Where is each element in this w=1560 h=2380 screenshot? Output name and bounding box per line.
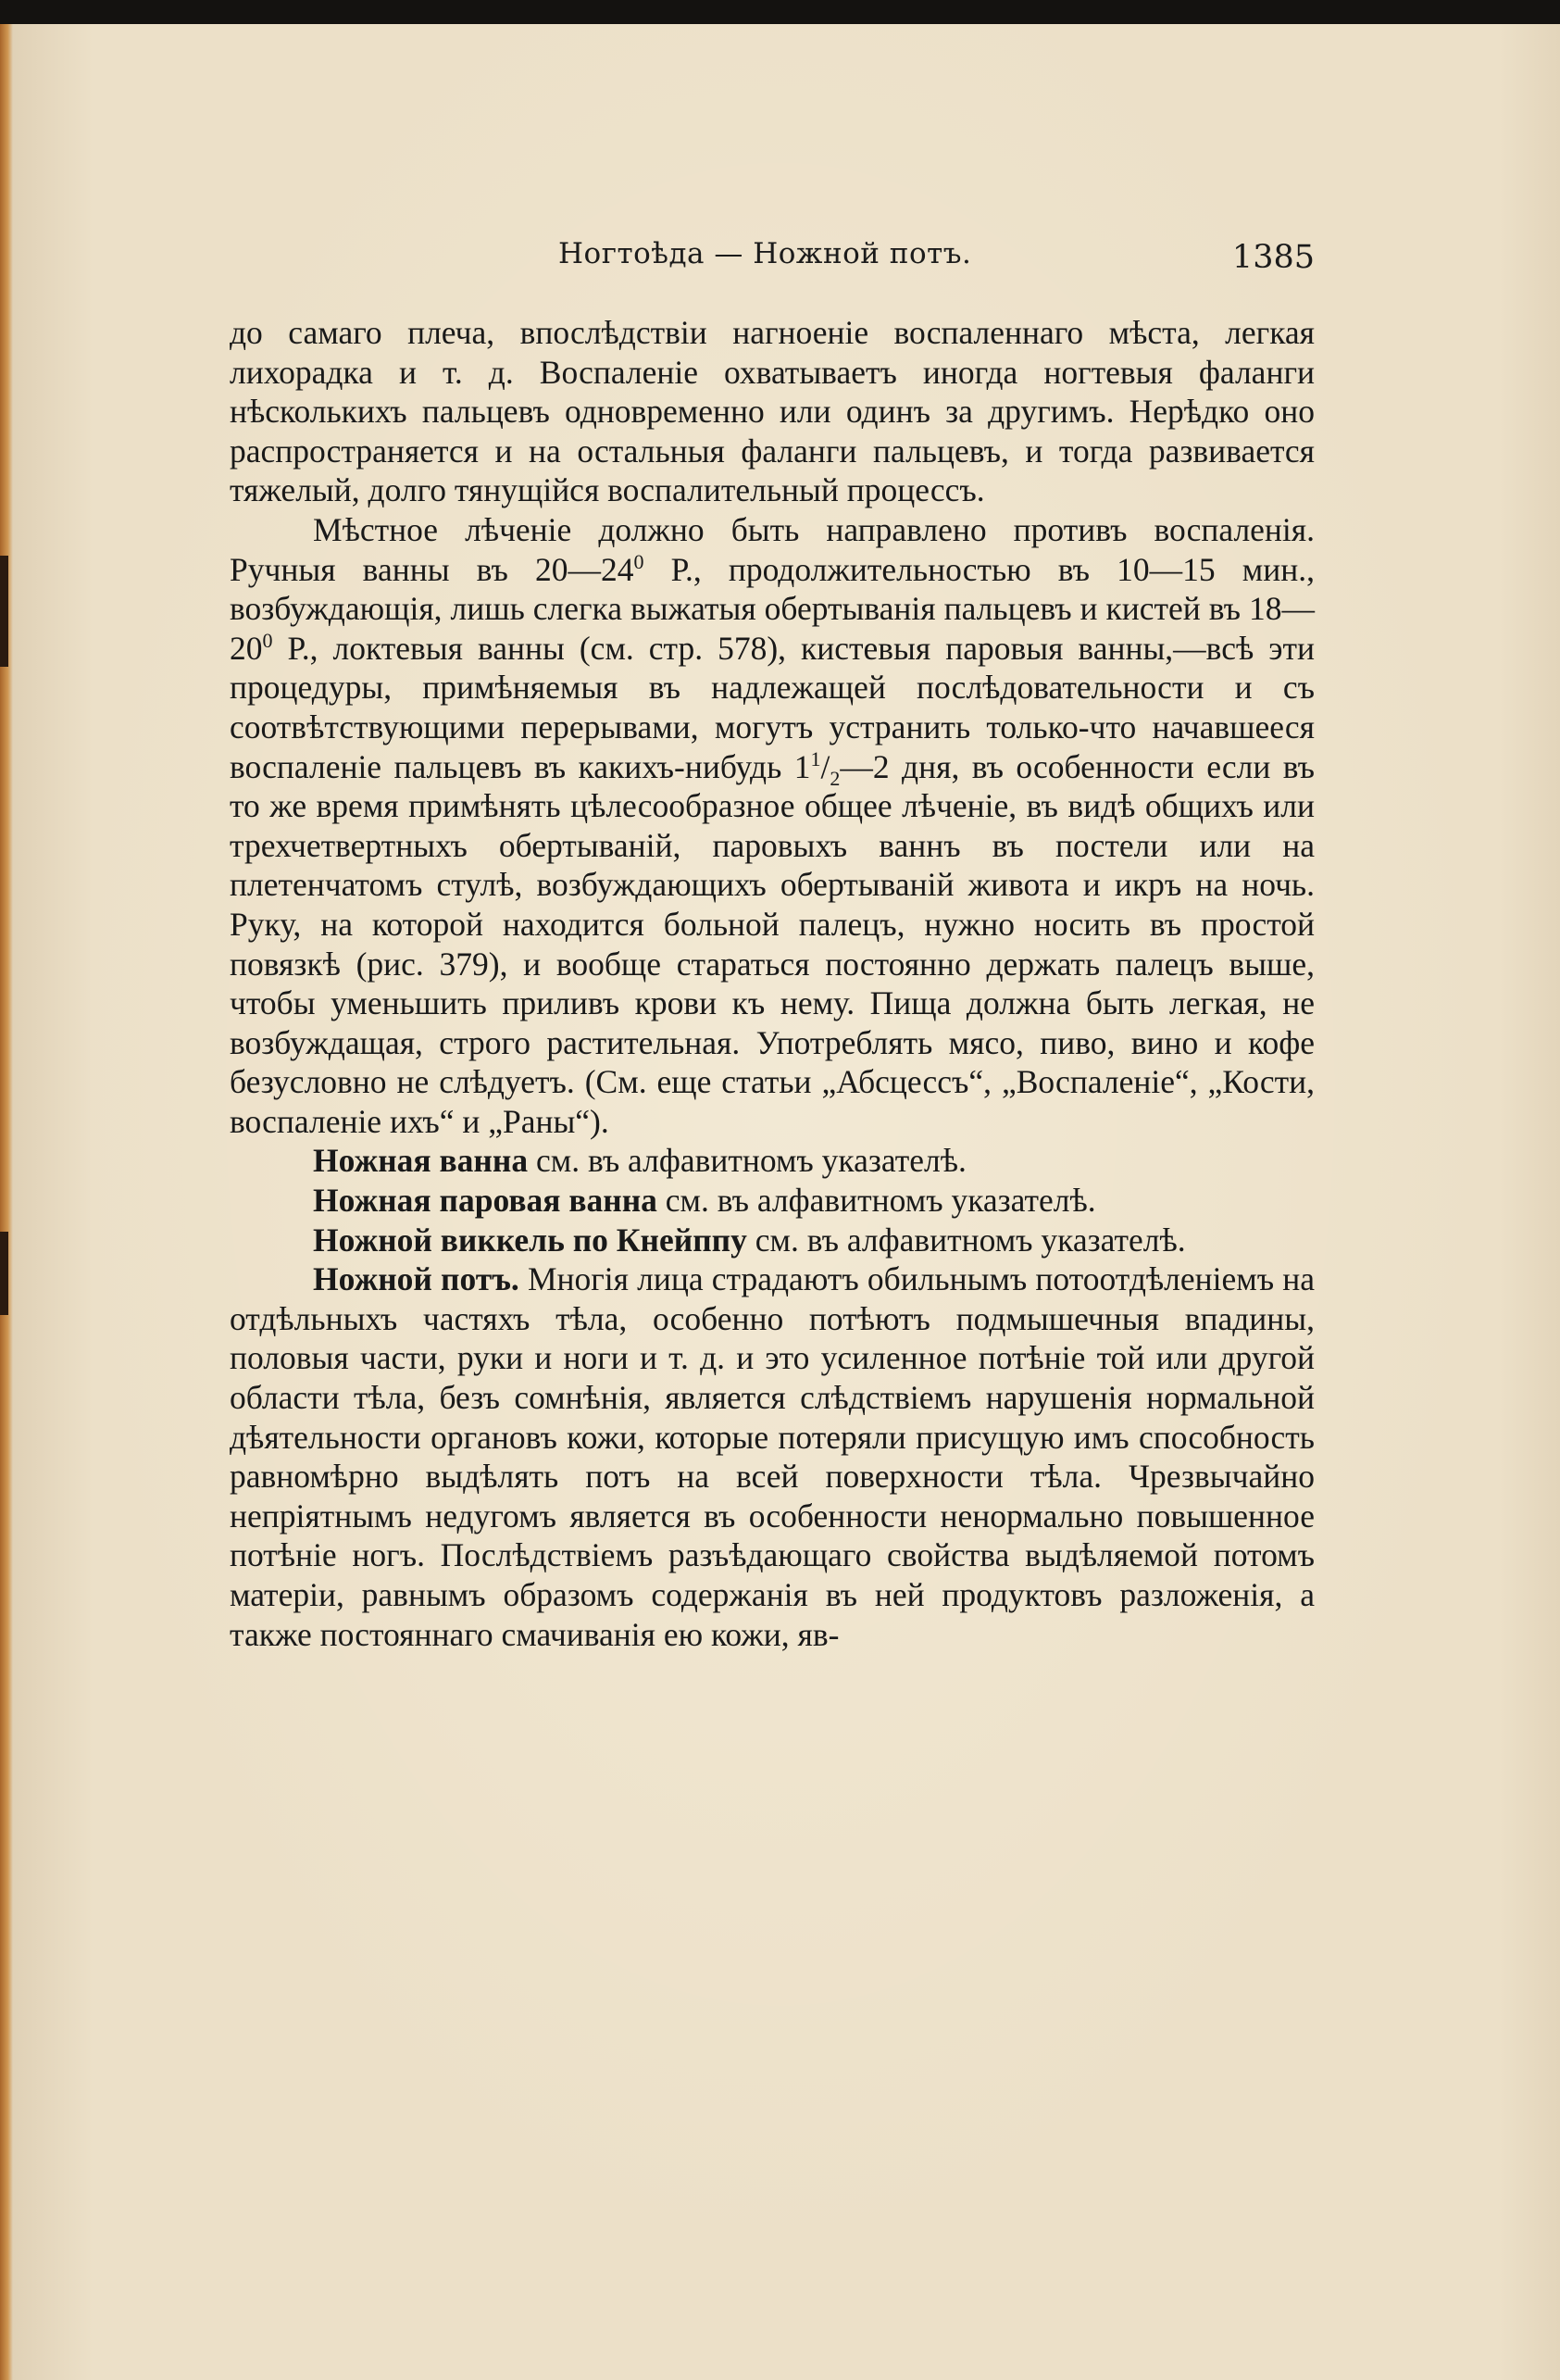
paragraph-text: Мѣстное лѣченіе должно быть направлено противъ воспаленія. Ручныя ванны въ 20—24 <box>230 510 1315 588</box>
page-header <box>230 237 1315 283</box>
scan-border <box>0 0 1560 24</box>
page-edge-shadow <box>0 24 13 2380</box>
fraction-slash: / <box>820 747 830 785</box>
page-number: 1385 <box>1231 239 1315 276</box>
edge-mark <box>0 556 8 667</box>
entry-text: Многія лица страдаютъ обильнымъ потоотдѣленіемъ на отдѣльныхъ частяхъ тѣла, особенно потѣютъ подмышечныя впадины, половыя части, руки и ноги и т. д. и это усиленное потѣніе той или другой области тѣла, безъ сомнѣнія, является слѣдствіемъ нарушенія нормальной дѣятельности органовъ кожи, которые потеряли присущую имъ способность равномѣрно выдѣлять потъ на всей поверхности тѣла. Чрезвычайно непріятнымъ недугомъ является въ особенности ненормально повышенное потѣніе ногъ. Послѣдствіемъ разъѣдающаго свойства выдѣляемой потомъ матеріи, равнымъ образомъ содержанія въ ней продуктовъ разложенія, а также постояннаго смачиванія ею кожи, яв- <box>230 1260 1315 1653</box>
edge-mark <box>0 1232 8 1315</box>
entry-foot-steam-bath <box>230 1181 1315 1221</box>
entry-term: Ножной потъ. <box>313 1260 519 1298</box>
entry-term: Ножной виккель по Кнейппу <box>313 1221 747 1259</box>
entry-term: Ножная ванна <box>313 1142 529 1180</box>
degree-sign: 0 <box>262 628 273 652</box>
article-body <box>230 313 1315 1654</box>
entry-foot-bath <box>230 1141 1315 1181</box>
fraction-denominator: 2 <box>830 766 841 790</box>
paragraph-text: до самаго плеча, впослѣдствіи нагноеніе воспаленнаго мѣста, легкая лихорадка и т. д. Воспаленіе охватываетъ иногда ногтевыя фаланги нѣсколькихъ пальцевъ одновременно или одинъ за другимъ. Нерѣдко оно распространяется и на остальныя фаланги пальцевъ, и тогда развивается тяжелый, долго тянущійся воспалительный процессъ. <box>230 314 1315 509</box>
fraction-numerator: 1 <box>810 746 821 770</box>
paragraph-text: —2 дня, въ особенности если въ то же время примѣнять цѣлесообразное общее лѣченіе, въ видѣ общихъ или трехчетвертныхъ обертываній, паровыхъ ваннъ въ постели или на плетенчатомъ стулѣ, возбуждающихъ обертываній живота и икръ на ночь. Руку, на которой находится больной палецъ, нужно носить въ простой повязкѣ (рис. 379), и вообще стараться постоянно держать палецъ выше, чтобы уменьшить приливъ крови къ нему. Пища должна быть легкая, не возбуждащая, строго растительная. Употреблять мясо, пиво, вино и кофе безусловно не слѣдуетъ. (См. еще статьи „Абсцессъ“, „Воспаленіе“, „Кости, воспаленіе ихъ“ и „Раны“). <box>230 747 1316 1140</box>
paragraph-continuation <box>230 313 1315 510</box>
entry-foot-sweat <box>230 1259 1315 1654</box>
paragraph-treatment <box>230 510 1315 1142</box>
running-title: Ногтоѣда — Ножной потъ. <box>558 237 972 270</box>
entry-term: Ножная паровая ванна <box>313 1182 657 1220</box>
degree-sign: 0 <box>633 549 644 573</box>
paragraph-text: Р., локтевыя ванны (см. стр. 578), кистевыя паровыя ванны,—всѣ эти процедуры, примѣняемыя въ надлежащей послѣдовательности и съ соотвѣтствующими перерывами, могутъ устранить только-что начавшееся воспаленіе пальцевъ въ какихъ-нибудь 1 <box>230 629 1315 785</box>
entry-text: см. въ алфавитномъ указателѣ. <box>528 1142 967 1180</box>
entry-text: см. въ алфавитномъ указателѣ. <box>746 1221 1186 1259</box>
paragraph-text: Р., продолжительностью въ 10—15 мин., возбуждающія, лишь слегка выжатыя обертыванія пальцевъ и кистей въ 18—20 <box>230 550 1315 667</box>
entry-foot-wrap-kneipp <box>230 1221 1315 1260</box>
entry-text: см. въ алфавитномъ указателѣ. <box>656 1182 1096 1220</box>
